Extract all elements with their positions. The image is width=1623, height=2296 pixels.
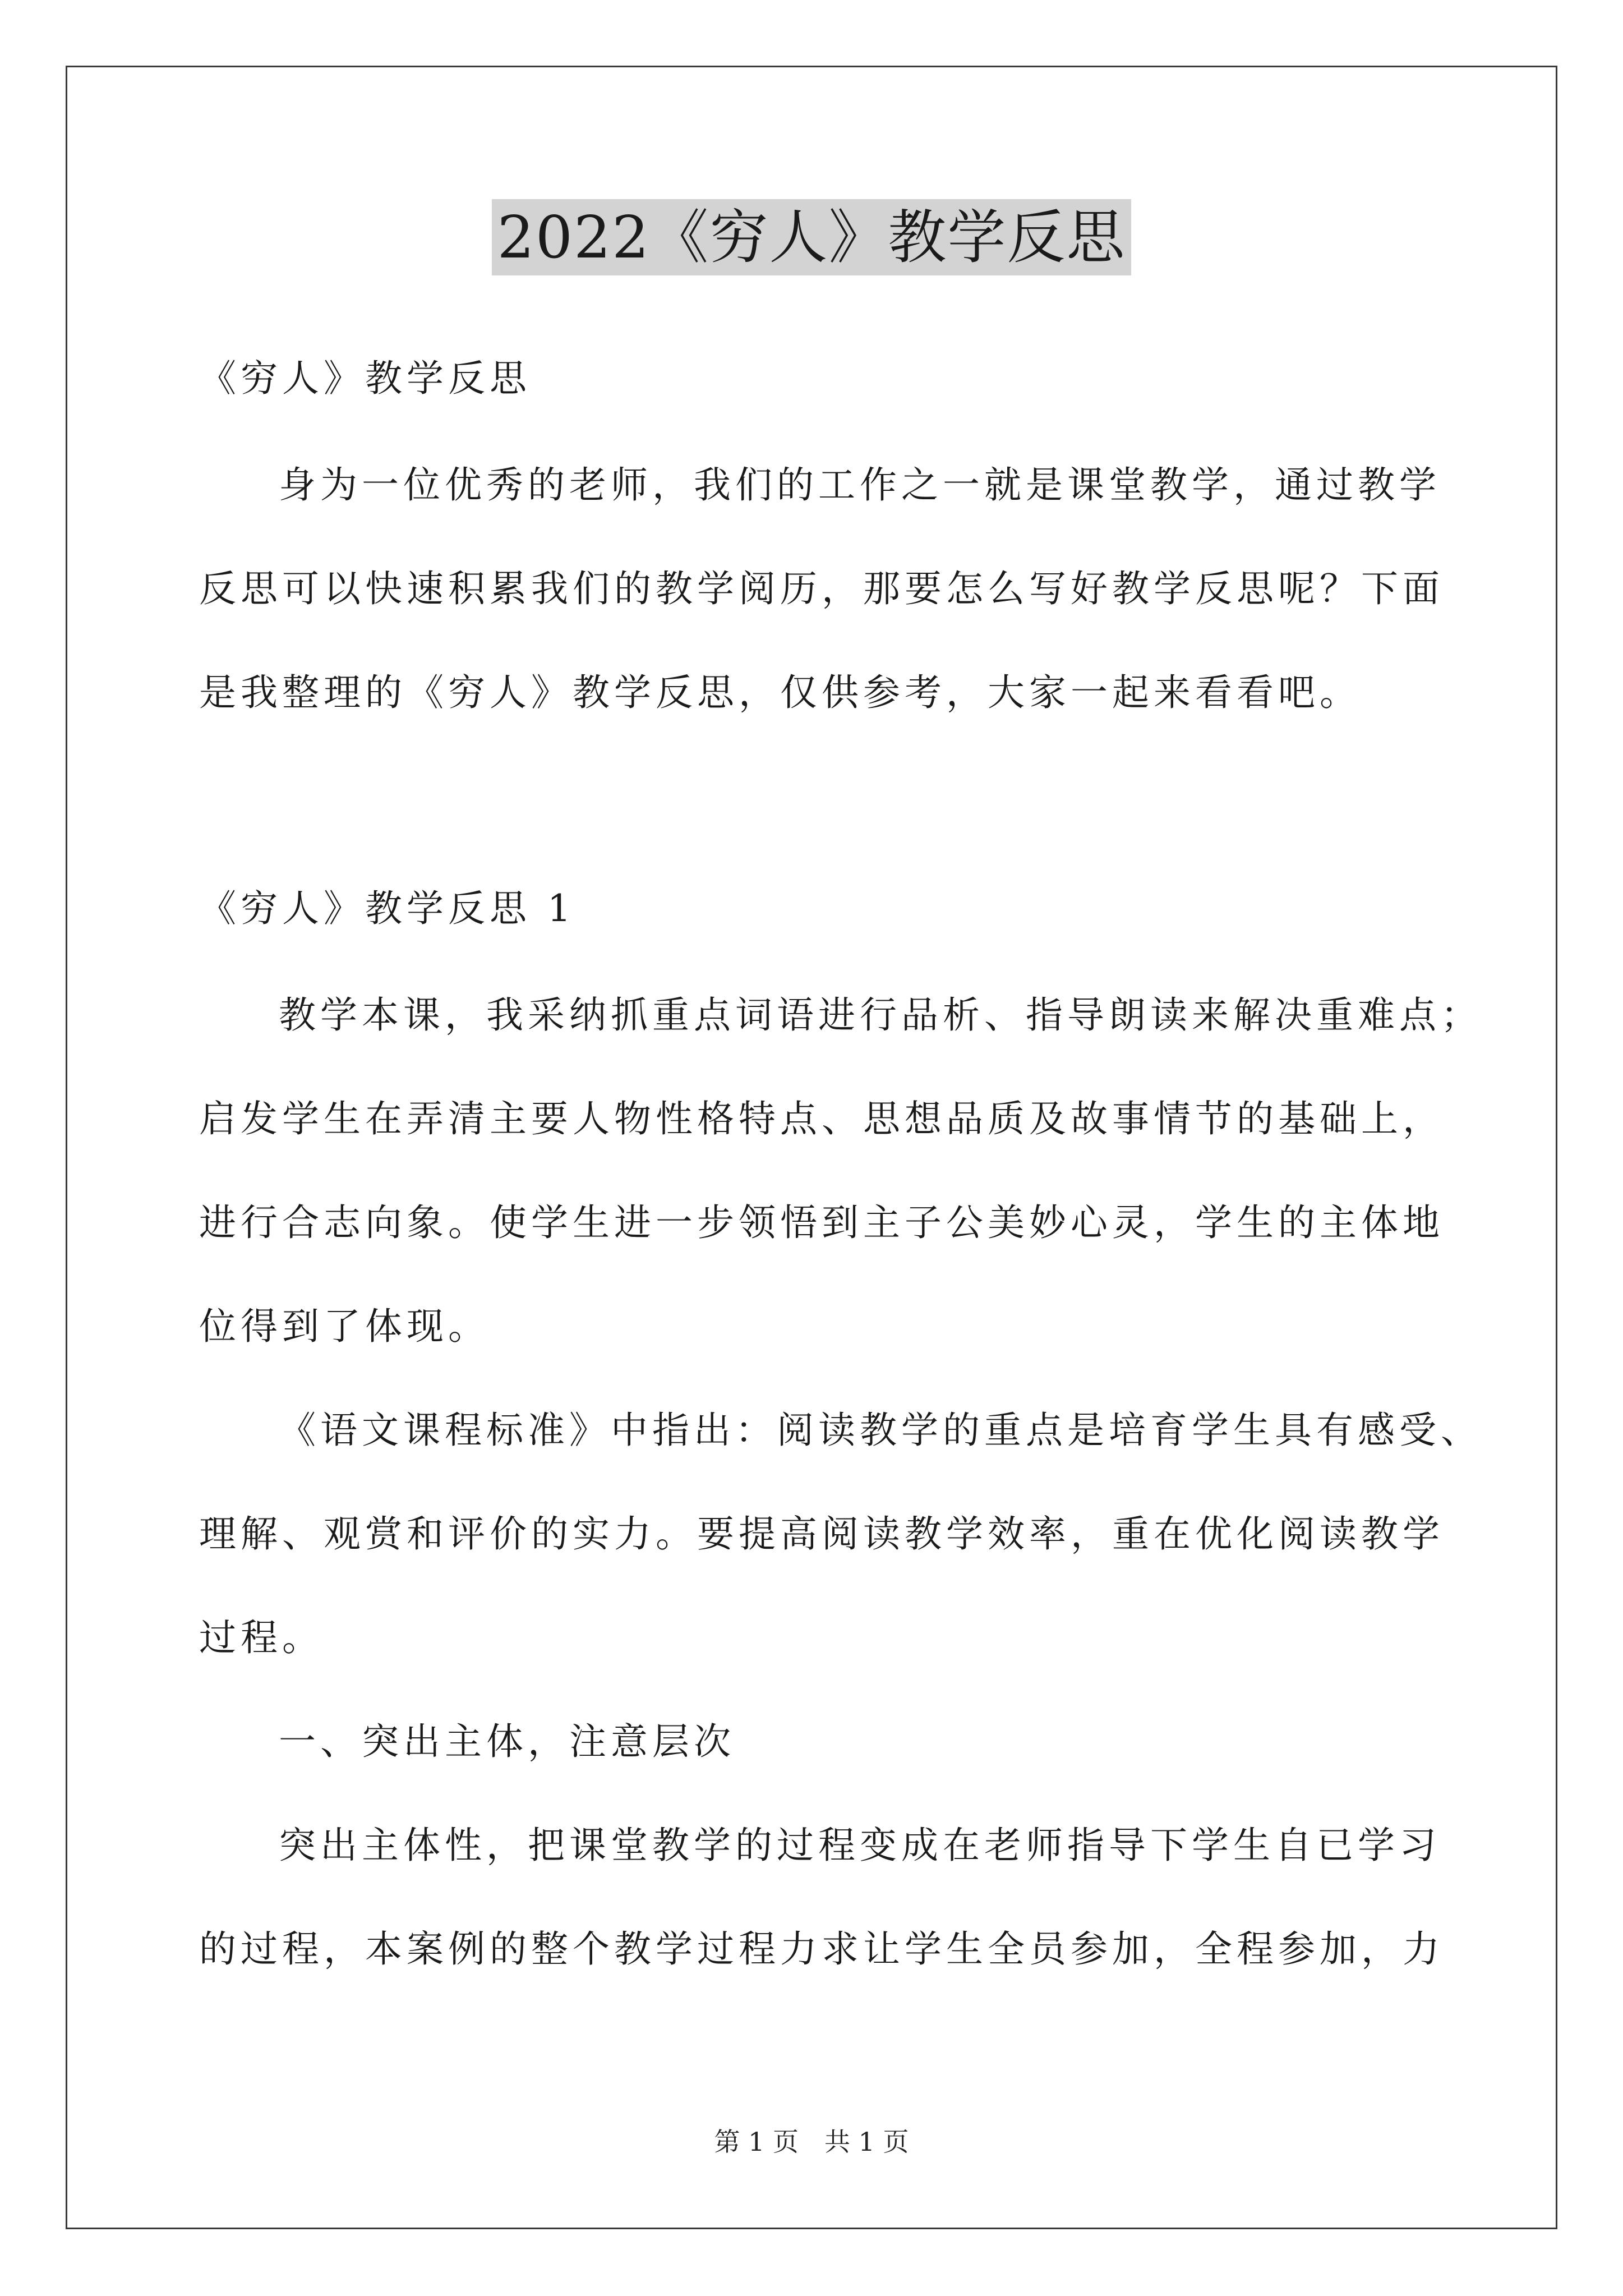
title-container (0, 199, 1623, 275)
paragraph-line: 《语文课程标准》中指出：阅读教学的重点是培育学生具有感受、 (279, 1409, 1482, 1452)
paragraph-line: 反思可以快速积累我们的教学阅历，那要怎么写好教学反思呢？下面 (199, 567, 1444, 610)
subtitle-line: 《穷人》教学反思 (199, 357, 531, 400)
paragraph-line: 身为一位优秀的老师，我们的工作之一就是课堂教学，通过教学 (279, 463, 1441, 507)
paragraph-line: 启发学生在弄清主要人物性格特点、思想品质及故事情节的基础上， (199, 1097, 1444, 1140)
paragraph-line: 是我整理的《穷人》教学反思，仅供参考，大家一起来看看吧。 (199, 671, 1361, 714)
paragraph-line: 突出主体性，把课堂教学的过程变成在老师指导下学生自已学习 (279, 1824, 1441, 1867)
document-title: 2022《穷人》教学反思 (492, 199, 1132, 275)
page-footer: 第 1 页 共 1 页 (714, 2127, 909, 2157)
paragraph-line: 理解、观赏和评价的实力。要提高阅读教学效率，重在优化阅读教学 (199, 1512, 1444, 1556)
paragraph-line: 教学本课，我采纳抓重点词语进行品析、指导朗读来解决重难点； (279, 993, 1482, 1037)
paragraph-line: 过程。 (199, 1616, 324, 1659)
paragraph-line: 进行合志向象。使学生进一步领悟到主子公美妙心灵，学生的主体地 (199, 1201, 1444, 1244)
subheading-line: 一、突出主体，注意层次 (279, 1720, 735, 1763)
paragraph-line: 的过程，本案例的整个教学过程力求让学生全员参加，全程参加，力 (199, 1927, 1444, 1971)
section-heading: 《穷人》教学反思 1 (199, 887, 575, 930)
paragraph-line: 位得到了体现。 (199, 1305, 490, 1348)
